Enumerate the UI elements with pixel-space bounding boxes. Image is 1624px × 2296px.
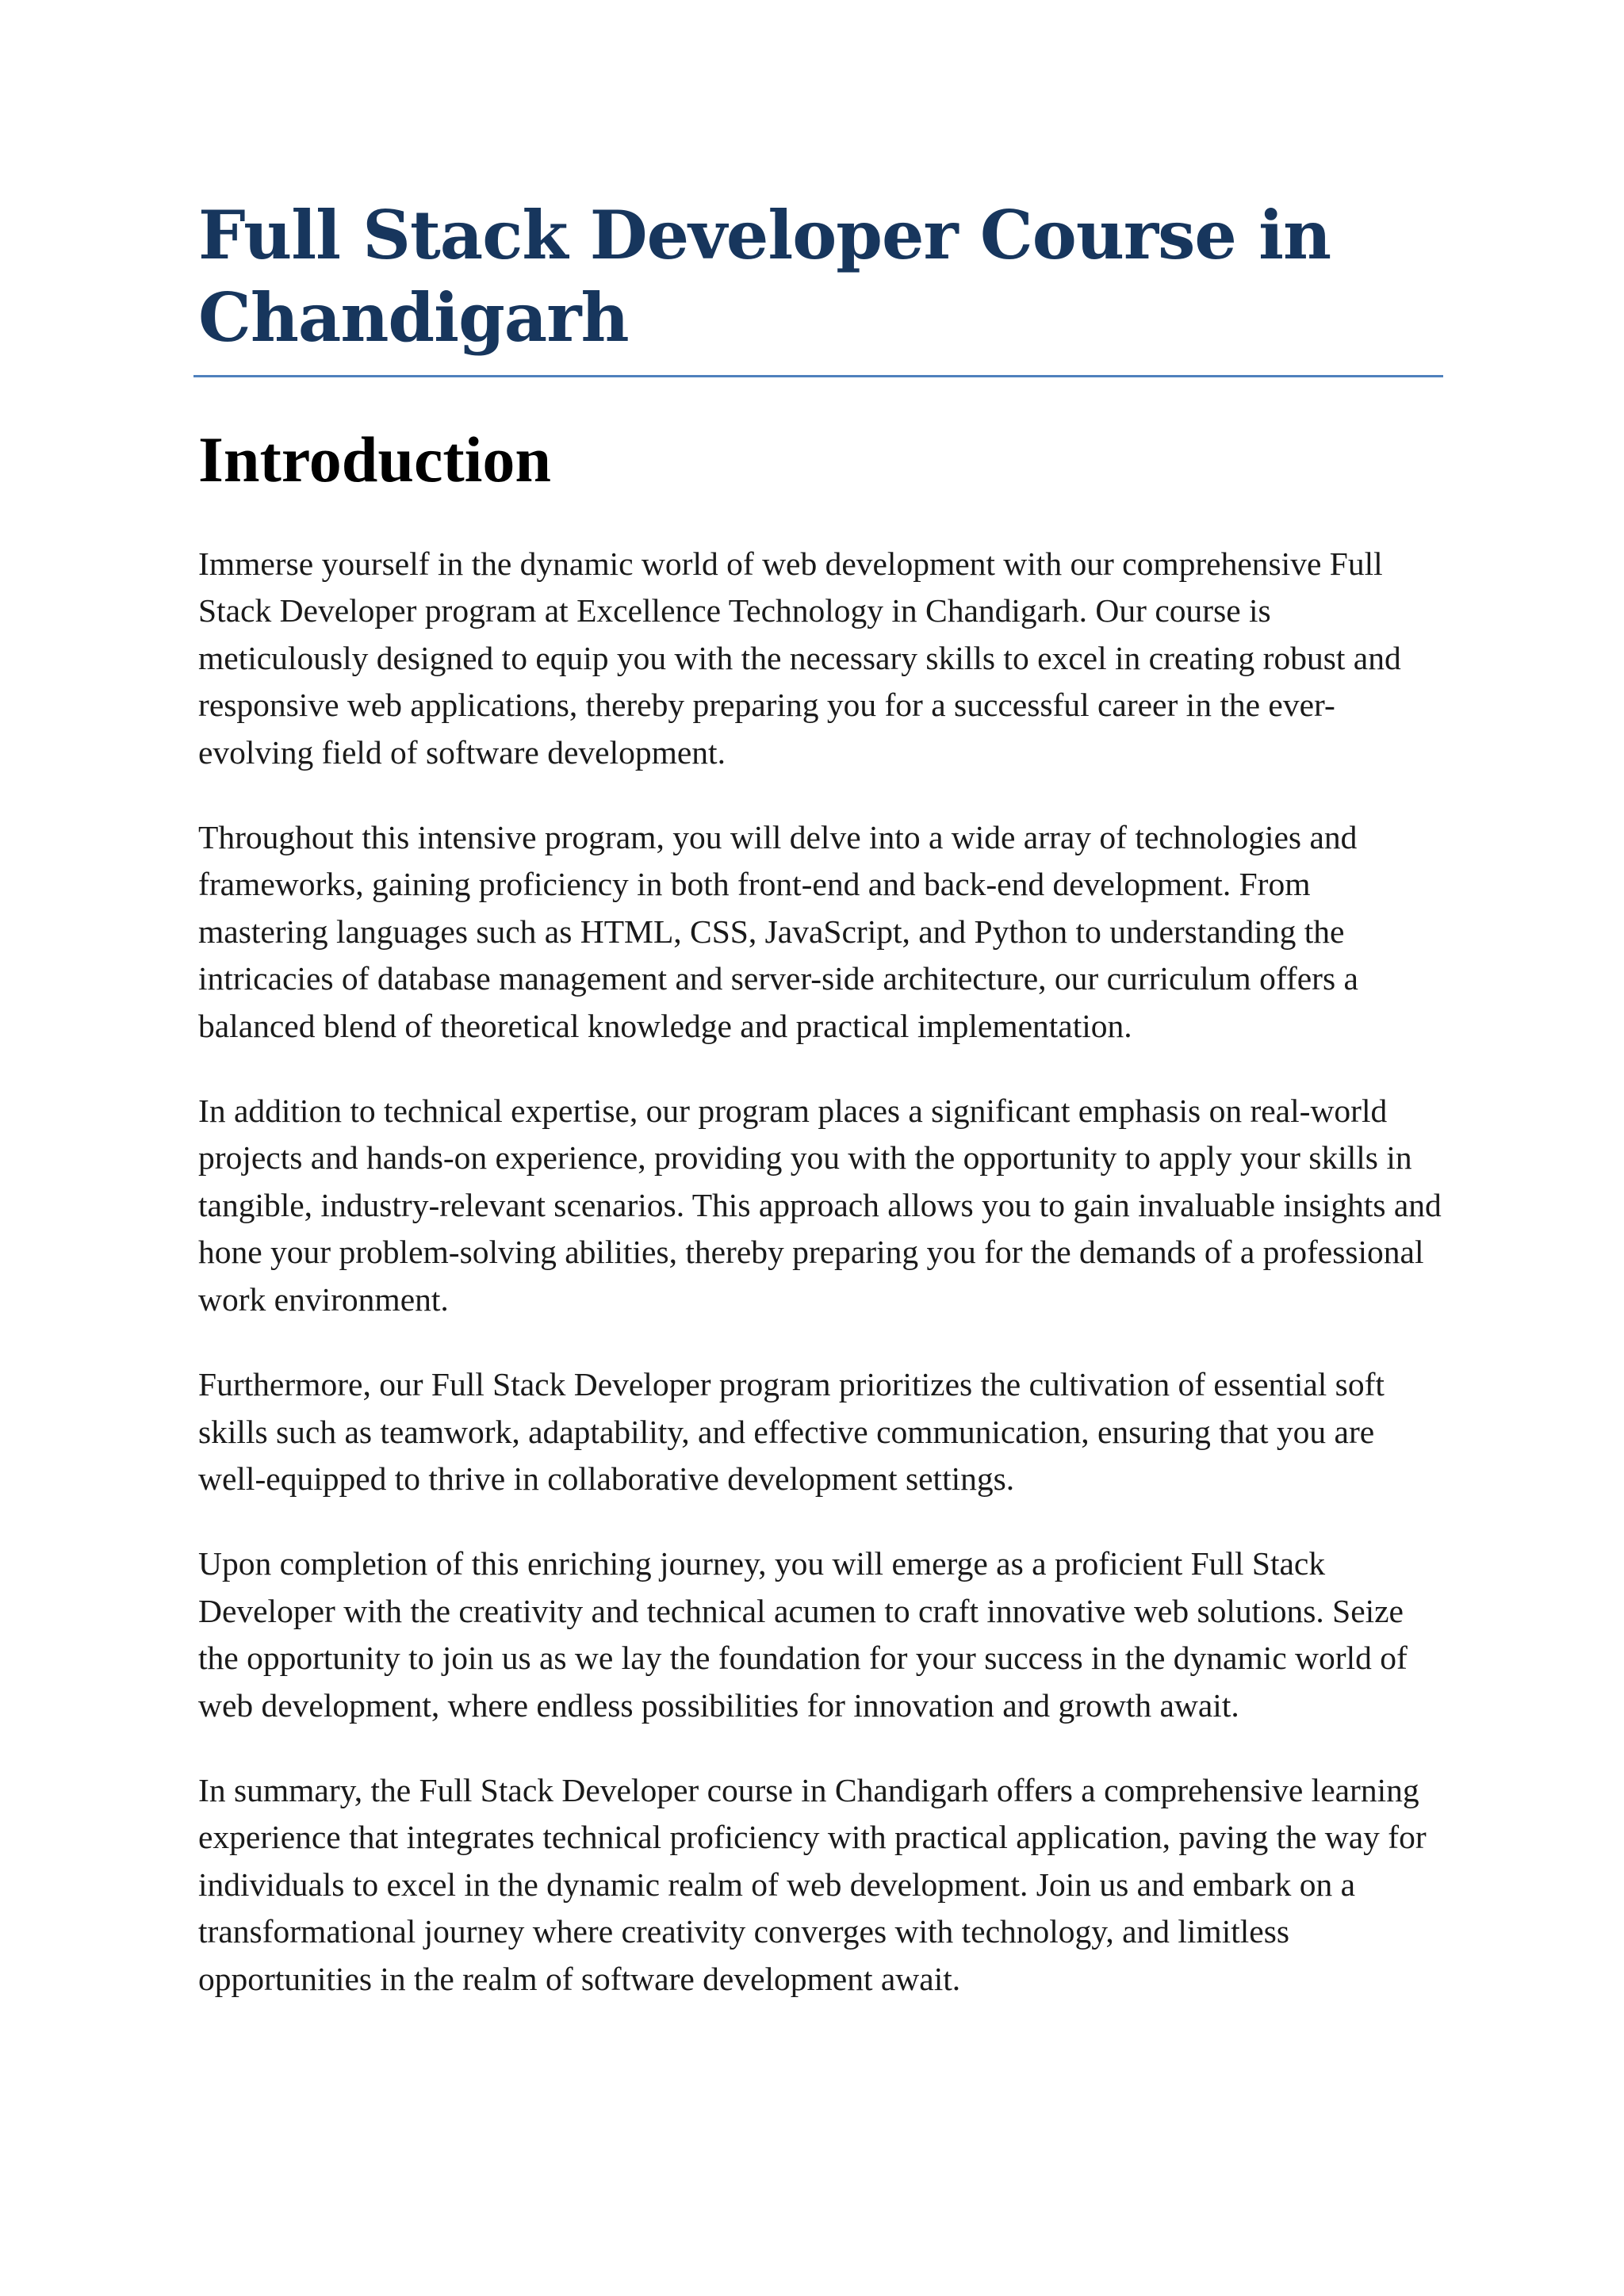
paragraph: In summary, the Full Stack Developer course in Chandigarh offers a comprehensive learning experience that integrates technical proficiency with practical application, paving the way for individuals to excel in the dynamic realm of web development. Join us and embark on a transformational journey where creativity converges with technology, and limitless opportunities in the realm of software development await.	[198, 1771, 1427, 1997]
section-heading-introduction: Introduction	[198, 423, 552, 496]
introduction-body	[198, 541, 1443, 2041]
paragraph: Furthermore, our Full Stack Developer program prioritizes the cultivation of essential soft skills such as teamwork, adaptability, and effective communication, ensuring that you are well-equipped to thrive in collaborative development settings.	[198, 1366, 1385, 1497]
paragraph: Throughout this intensive program, you will delve into a wide array of technologies and frameworks, gaining proficiency in both front-end and back-end development. From mastering languages such as HTML, CSS, JavaScript, and Python to understanding the intricacies of database management and server-side architecture, our curriculum offers a balanced blend of theoretical knowledge and practical implementation.	[198, 819, 1358, 1044]
title-divider	[193, 375, 1443, 377]
document-title: Full Stack Developer Course in Chandigarh	[198, 196, 1331, 357]
paragraph: Upon completion of this enriching journey, you will emerge as a proficient Full Stack Developer with the creativity and technical acumen to craft innovative web solutions. Seize the opportunity to join us as we lay the foundation for your success in the dynamic world of web development, where endless possibilities for innovation and growth await.	[198, 1545, 1408, 1724]
paragraph: In addition to technical expertise, our program places a significant emphasis on real-world projects and hands-on experience, providing you with the opportunity to apply your skills in tangible, industry-relevant scenarios. This approach allows you to gain invaluable insights and hone your problem-solving abilities, thereby preparing you for the demands of a professional work environment.	[198, 1093, 1442, 1318]
paragraph: Immerse yourself in the dynamic world of web development with our comprehensive Full Stack Developer program at Excellence Technology in Chandigarh. Our course is meticulously designed to equip you with the necessary skills to excel in creating robust and responsive web applications, thereby preparing you for a successful career in the ever-evolving field of software development.	[198, 545, 1401, 771]
